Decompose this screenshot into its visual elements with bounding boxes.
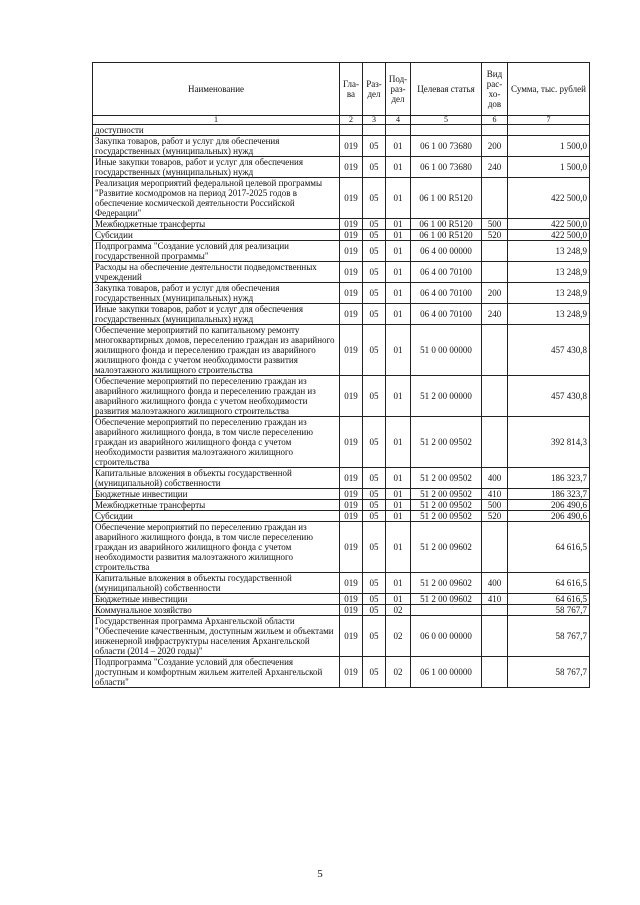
row-razdel: 05 bbox=[363, 605, 386, 616]
table-row bbox=[93, 136, 590, 157]
row-glava: 019 bbox=[340, 178, 363, 219]
column-number: 4 bbox=[386, 116, 411, 125]
table-row bbox=[93, 657, 590, 688]
table-row bbox=[93, 304, 590, 325]
row-podrazdel: 01 bbox=[386, 376, 411, 417]
table-row bbox=[93, 262, 590, 283]
row-glava: 019 bbox=[340, 605, 363, 616]
row-summa: 206 490,6 bbox=[508, 511, 590, 522]
row-name: Обеспечение мероприятий по переселению граждан из аварийного жилищного фонда и переселению граждан из аварийного жилищного фонда с учетом необходимости развития малоэтажного жилищного строительства bbox=[93, 376, 340, 417]
table-row bbox=[93, 468, 590, 489]
row-name: Подпрограмма "Создание условий для обеспечения доступным и комфортным жильем жителей Архангельской области" bbox=[93, 657, 340, 688]
row-celevaya-statya: 06 1 00 R5120 bbox=[411, 178, 482, 219]
table-row bbox=[93, 500, 590, 511]
row-vid-rashodov: 240 bbox=[482, 157, 508, 178]
row-razdel: 05 bbox=[363, 262, 386, 283]
row-name: Коммунальное хозяйство bbox=[93, 605, 340, 616]
row-celevaya-statya: 51 2 00 09602 bbox=[411, 594, 482, 605]
row-razdel: 05 bbox=[363, 283, 386, 304]
row-glava: 019 bbox=[340, 468, 363, 489]
row-summa: 13 248,9 bbox=[508, 262, 590, 283]
row-vid-rashodov bbox=[482, 325, 508, 376]
row-glava: 019 bbox=[340, 325, 363, 376]
row-celevaya-statya: 06 1 00 73680 bbox=[411, 157, 482, 178]
row-name: Межбюджетные трансферты bbox=[93, 219, 340, 230]
row-summa bbox=[508, 125, 590, 136]
row-summa: 64 616,5 bbox=[508, 594, 590, 605]
table-row bbox=[93, 219, 590, 230]
row-name: доступности bbox=[93, 125, 340, 136]
row-vid-rashodov bbox=[482, 376, 508, 417]
table-body bbox=[93, 125, 590, 688]
row-podrazdel: 02 bbox=[386, 616, 411, 657]
row-razdel: 05 bbox=[363, 522, 386, 573]
table-row bbox=[93, 616, 590, 657]
row-razdel: 05 bbox=[363, 219, 386, 230]
row-name: Обеспечение мероприятий по переселению граждан из аварийного жилищного фонда, в том числе переселению граждан из аварийного жилищного фонда с учетом необходимости развития малоэтажного жилищного строительства bbox=[93, 417, 340, 468]
row-name: Субсидии bbox=[93, 230, 340, 241]
header-summa: Сумма, тыс. рублей bbox=[508, 63, 590, 116]
row-glava: 019 bbox=[340, 594, 363, 605]
row-glava: 019 bbox=[340, 376, 363, 417]
header-vid-rashodov: Вид рас-хо-дов bbox=[482, 63, 508, 116]
row-name: Субсидии bbox=[93, 511, 340, 522]
header-name: Наименование bbox=[93, 63, 340, 116]
budget-table bbox=[92, 62, 590, 688]
row-celevaya-statya: 51 2 00 09602 bbox=[411, 522, 482, 573]
row-celevaya-statya: 51 0 00 00000 bbox=[411, 325, 482, 376]
row-glava: 019 bbox=[340, 241, 363, 262]
row-summa: 186 323,7 bbox=[508, 468, 590, 489]
header-razdel: Раз-дел bbox=[363, 63, 386, 116]
row-summa: 13 248,9 bbox=[508, 304, 590, 325]
row-celevaya-statya: 06 4 00 70100 bbox=[411, 262, 482, 283]
row-celevaya-statya: 51 2 00 09502 bbox=[411, 489, 482, 500]
row-name: Межбюджетные трансферты bbox=[93, 500, 340, 511]
row-celevaya-statya: 06 1 00 R5120 bbox=[411, 230, 482, 241]
table-row bbox=[93, 417, 590, 468]
row-celevaya-statya: 51 2 00 09502 bbox=[411, 511, 482, 522]
row-name: Иные закупки товаров, работ и услуг для обеспечения государственных (муниципальных) нужд bbox=[93, 304, 340, 325]
table-row bbox=[93, 241, 590, 262]
row-podrazdel: 01 bbox=[386, 219, 411, 230]
row-vid-rashodov: 500 bbox=[482, 500, 508, 511]
row-podrazdel: 01 bbox=[386, 178, 411, 219]
row-glava: 019 bbox=[340, 500, 363, 511]
column-number: 1 bbox=[93, 116, 340, 125]
row-vid-rashodov: 410 bbox=[482, 594, 508, 605]
row-summa: 58 767,7 bbox=[508, 657, 590, 688]
row-glava: 019 bbox=[340, 489, 363, 500]
row-summa: 206 490,6 bbox=[508, 500, 590, 511]
row-summa: 13 248,9 bbox=[508, 283, 590, 304]
row-vid-rashodov bbox=[482, 241, 508, 262]
row-razdel: 05 bbox=[363, 157, 386, 178]
row-summa: 422 500,0 bbox=[508, 219, 590, 230]
row-celevaya-statya bbox=[411, 605, 482, 616]
row-name: Бюджетные инвестиции bbox=[93, 489, 340, 500]
row-razdel: 05 bbox=[363, 489, 386, 500]
row-glava: 019 bbox=[340, 219, 363, 230]
table-row bbox=[93, 178, 590, 219]
row-podrazdel: 01 bbox=[386, 511, 411, 522]
row-razdel: 05 bbox=[363, 594, 386, 605]
row-celevaya-statya: 06 0 00 00000 bbox=[411, 616, 482, 657]
row-razdel: 05 bbox=[363, 136, 386, 157]
row-name: Бюджетные инвестиции bbox=[93, 594, 340, 605]
row-podrazdel: 01 bbox=[386, 283, 411, 304]
row-vid-rashodov bbox=[482, 616, 508, 657]
row-vid-rashodov bbox=[482, 522, 508, 573]
row-razdel: 05 bbox=[363, 616, 386, 657]
row-podrazdel bbox=[386, 125, 411, 136]
row-vid-rashodov: 400 bbox=[482, 468, 508, 489]
table-row bbox=[93, 489, 590, 500]
row-podrazdel: 01 bbox=[386, 468, 411, 489]
row-celevaya-statya: 51 2 00 09502 bbox=[411, 468, 482, 489]
row-celevaya-statya: 06 4 00 70100 bbox=[411, 304, 482, 325]
row-celevaya-statya: 51 2 00 09502 bbox=[411, 417, 482, 468]
row-summa: 422 500,0 bbox=[508, 230, 590, 241]
row-razdel: 05 bbox=[363, 241, 386, 262]
row-celevaya-statya: 51 2 00 00000 bbox=[411, 376, 482, 417]
table-row bbox=[93, 283, 590, 304]
row-celevaya-statya: 51 2 00 09602 bbox=[411, 573, 482, 594]
row-celevaya-statya bbox=[411, 125, 482, 136]
row-podrazdel: 01 bbox=[386, 594, 411, 605]
table-row bbox=[93, 511, 590, 522]
row-name: Капитальные вложения в объекты государственной (муниципальной) собственности bbox=[93, 468, 340, 489]
table-row bbox=[93, 594, 590, 605]
header-row bbox=[93, 63, 590, 116]
column-number: 7 bbox=[508, 116, 590, 125]
table-row bbox=[93, 522, 590, 573]
row-name: Государственная программа Архангельской области "Обеспечение качественным, доступным жильем и объектами инженерной инфраструктуры населения Архангельской области (2014 – 2020 годы)" bbox=[93, 616, 340, 657]
row-vid-rashodov: 520 bbox=[482, 230, 508, 241]
column-number: 5 bbox=[411, 116, 482, 125]
column-number: 6 bbox=[482, 116, 508, 125]
row-podrazdel: 01 bbox=[386, 573, 411, 594]
row-glava bbox=[340, 125, 363, 136]
table-row bbox=[93, 125, 590, 136]
row-razdel: 05 bbox=[363, 468, 386, 489]
row-podrazdel: 01 bbox=[386, 136, 411, 157]
row-vid-rashodov: 240 bbox=[482, 304, 508, 325]
row-celevaya-statya: 51 2 00 09502 bbox=[411, 500, 482, 511]
row-name: Капитальные вложения в объекты государственной (муниципальной) собственности bbox=[93, 573, 340, 594]
table-row bbox=[93, 605, 590, 616]
row-razdel: 05 bbox=[363, 573, 386, 594]
row-razdel: 05 bbox=[363, 376, 386, 417]
row-podrazdel: 01 bbox=[386, 325, 411, 376]
row-summa: 186 323,7 bbox=[508, 489, 590, 500]
row-summa: 1 500,0 bbox=[508, 157, 590, 178]
row-razdel: 05 bbox=[363, 417, 386, 468]
page-number: 5 bbox=[317, 868, 323, 880]
row-summa: 13 248,9 bbox=[508, 241, 590, 262]
row-podrazdel: 02 bbox=[386, 605, 411, 616]
row-glava: 019 bbox=[340, 157, 363, 178]
row-summa: 422 500,0 bbox=[508, 178, 590, 219]
row-glava: 019 bbox=[340, 573, 363, 594]
row-vid-rashodov: 520 bbox=[482, 511, 508, 522]
row-name: Закупка товаров, работ и услуг для обеспечения государственных (муниципальных) нужд bbox=[93, 283, 340, 304]
row-vid-rashodov: 410 bbox=[482, 489, 508, 500]
row-vid-rashodov bbox=[482, 605, 508, 616]
row-podrazdel: 01 bbox=[386, 157, 411, 178]
row-razdel: 05 bbox=[363, 657, 386, 688]
column-number: 3 bbox=[363, 116, 386, 125]
row-glava: 019 bbox=[340, 657, 363, 688]
table-row bbox=[93, 376, 590, 417]
row-podrazdel: 01 bbox=[386, 304, 411, 325]
column-number: 2 bbox=[340, 116, 363, 125]
row-vid-rashodov: 400 bbox=[482, 573, 508, 594]
row-glava: 019 bbox=[340, 522, 363, 573]
row-glava: 019 bbox=[340, 262, 363, 283]
row-summa: 392 814,3 bbox=[508, 417, 590, 468]
table-row bbox=[93, 157, 590, 178]
row-name: Подпрограмма "Создание условий для реализации государственной программы" bbox=[93, 241, 340, 262]
header-podrazdel: Под-раз-дел bbox=[386, 63, 411, 116]
row-razdel: 05 bbox=[363, 500, 386, 511]
row-summa: 58 767,7 bbox=[508, 616, 590, 657]
row-podrazdel: 01 bbox=[386, 241, 411, 262]
row-glava: 019 bbox=[340, 417, 363, 468]
row-summa: 58 767,7 bbox=[508, 605, 590, 616]
row-name: Закупка товаров, работ и услуг для обеспечения государственных (муниципальных) нужд bbox=[93, 136, 340, 157]
row-name: Обеспечение мероприятий по переселению граждан из аварийного жилищного фонда, в том числе переселению граждан из аварийного жилищного фонда с учетом необходимости развития малоэтажного жилищного строительства bbox=[93, 522, 340, 573]
row-celevaya-statya: 06 1 00 R5120 bbox=[411, 219, 482, 230]
row-razdel: 05 bbox=[363, 178, 386, 219]
row-vid-rashodov bbox=[482, 657, 508, 688]
header-celevaya-statya: Целевая статья bbox=[411, 63, 482, 116]
row-celevaya-statya: 06 4 00 00000 bbox=[411, 241, 482, 262]
row-vid-rashodov bbox=[482, 262, 508, 283]
row-glava: 019 bbox=[340, 304, 363, 325]
row-celevaya-statya: 06 1 00 73680 bbox=[411, 136, 482, 157]
row-vid-rashodov: 500 bbox=[482, 219, 508, 230]
row-name: Расходы на обеспечение деятельности подведомственных учреждений bbox=[93, 262, 340, 283]
row-celevaya-statya: 06 4 00 70100 bbox=[411, 283, 482, 304]
column-number-row bbox=[93, 116, 590, 125]
row-vid-rashodov bbox=[482, 178, 508, 219]
header-glava: Гла-ва bbox=[340, 63, 363, 116]
row-name: Реализация мероприятий федеральной целевой программы "Развитие космодромов на период 2017-2025 годов в обеспечение космической деятельности Российской Федерации" bbox=[93, 178, 340, 219]
row-celevaya-statya: 06 1 00 00000 bbox=[411, 657, 482, 688]
row-summa: 457 430,8 bbox=[508, 376, 590, 417]
table-row bbox=[93, 325, 590, 376]
table-row bbox=[93, 230, 590, 241]
row-summa: 1 500,0 bbox=[508, 136, 590, 157]
row-glava: 019 bbox=[340, 511, 363, 522]
row-glava: 019 bbox=[340, 616, 363, 657]
row-podrazdel: 02 bbox=[386, 657, 411, 688]
row-podrazdel: 01 bbox=[386, 230, 411, 241]
row-name: Обеспечение мероприятий по капитальному ремонту многоквартирных домов, переселению граждан из аварийного жилищного фонда и переселению граждан из аварийного жилищного фонда с учетом необходимости развития малоэтажного жилищного строительства bbox=[93, 325, 340, 376]
row-podrazdel: 01 bbox=[386, 500, 411, 511]
row-glava: 019 bbox=[340, 136, 363, 157]
row-podrazdel: 01 bbox=[386, 262, 411, 283]
row-vid-rashodov bbox=[482, 417, 508, 468]
row-glava: 019 bbox=[340, 283, 363, 304]
row-summa: 64 616,5 bbox=[508, 573, 590, 594]
row-razdel: 05 bbox=[363, 230, 386, 241]
row-glava: 019 bbox=[340, 230, 363, 241]
row-razdel bbox=[363, 125, 386, 136]
row-podrazdel: 01 bbox=[386, 489, 411, 500]
table-row bbox=[93, 573, 590, 594]
row-vid-rashodov: 200 bbox=[482, 283, 508, 304]
row-razdel: 05 bbox=[363, 511, 386, 522]
row-vid-rashodov: 200 bbox=[482, 136, 508, 157]
row-summa: 64 616,5 bbox=[508, 522, 590, 573]
row-razdel: 05 bbox=[363, 325, 386, 376]
row-razdel: 05 bbox=[363, 304, 386, 325]
row-podrazdel: 01 bbox=[386, 522, 411, 573]
row-vid-rashodov bbox=[482, 125, 508, 136]
row-name: Иные закупки товаров, работ и услуг для обеспечения государственных (муниципальных) нужд bbox=[93, 157, 340, 178]
row-summa: 457 430,8 bbox=[508, 325, 590, 376]
row-podrazdel: 01 bbox=[386, 417, 411, 468]
